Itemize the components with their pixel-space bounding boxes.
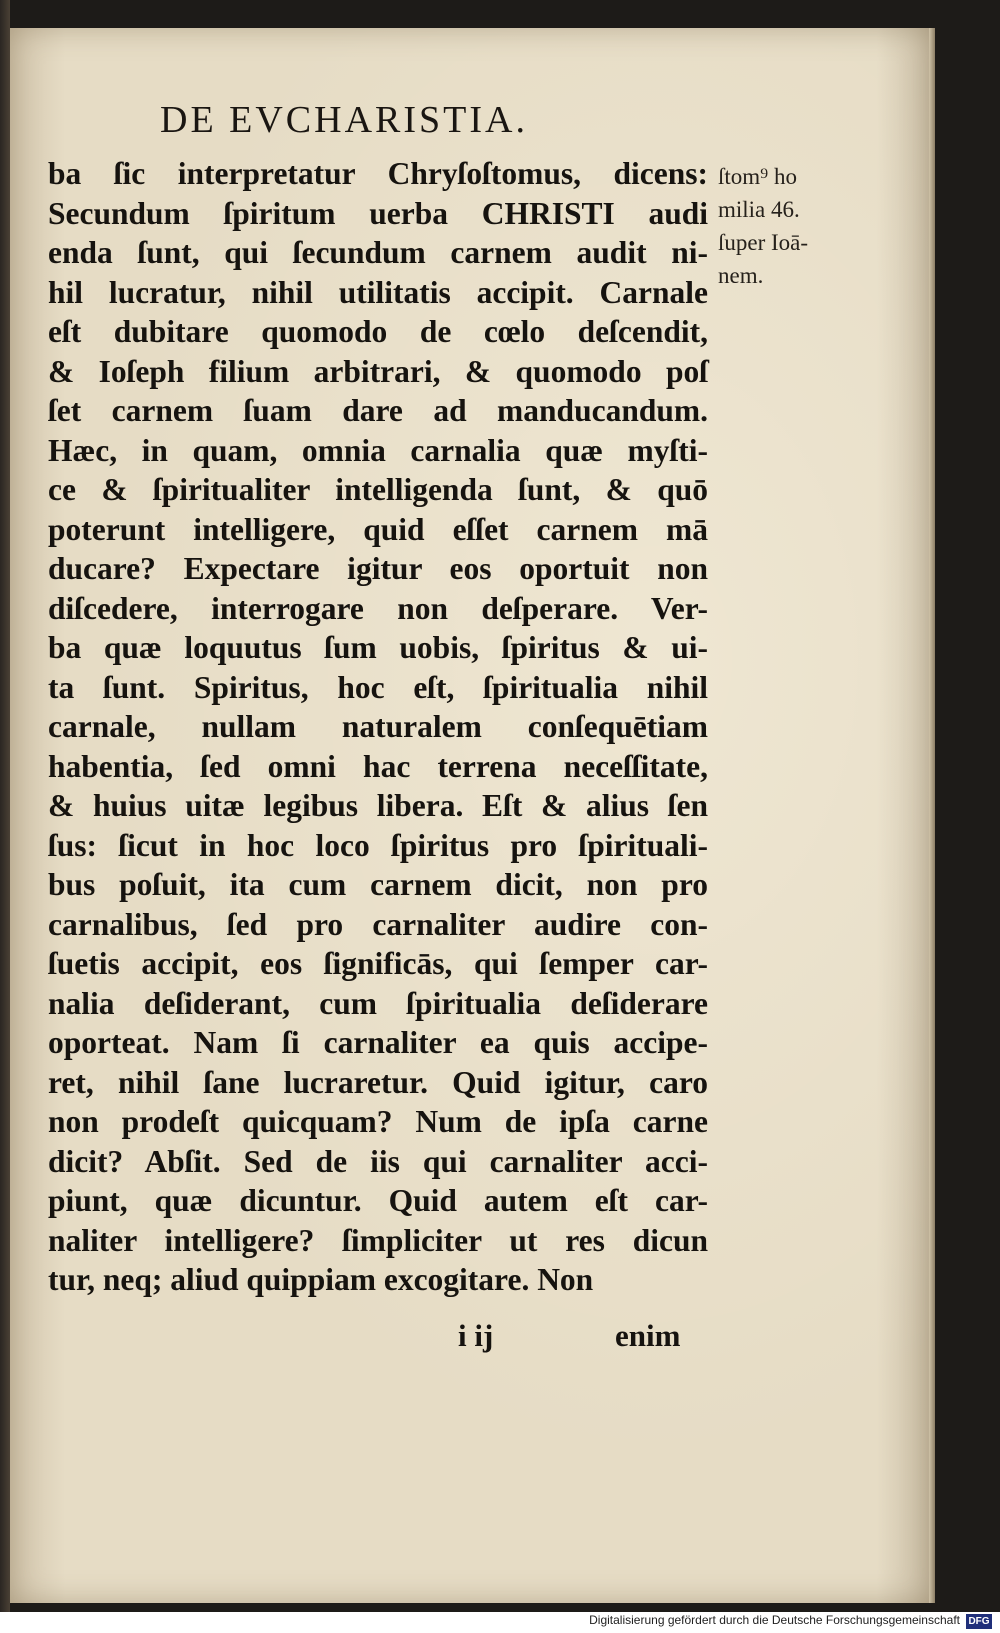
text-line: tur, neq; aliud quippiam excogitare. Non: [48, 1262, 594, 1297]
text-line: enda ſunt, qui ſecundum carnem audit ni-: [48, 235, 708, 270]
funding-credit: Digitalisierung gefördert durch die Deutsche Forschungsgemeinschaft: [589, 1613, 960, 1627]
marginal-note-line: milia 46.: [718, 197, 800, 222]
text-line: habentia, ſed omni hac terrena neceſſitate,: [48, 748, 708, 784]
marginal-note-line: ſtom⁹ ho: [718, 164, 797, 189]
text-line: ce & ſpiritualiter intelligenda ſunt, & quō: [48, 472, 708, 507]
text-line: non prodeſt quicquam? Num de ipſa carne: [48, 1104, 708, 1139]
text-line: Secundum ſpiritum uerba CHRISTI audi: [48, 195, 708, 231]
marginal-note-line: ſuper Ioā-: [718, 230, 809, 255]
text-line: & huius uitæ legibus libera. Eſt & alius ſen: [48, 788, 708, 823]
running-title: DE EVCHARISTIA.: [160, 99, 528, 141]
text-line: piunt, quæ dicuntur. Quid autem eſt car-: [48, 1183, 708, 1218]
marginal-note-line: nem.: [718, 263, 764, 288]
text-line: diſcedere, interrogare non deſperare. Ver-: [48, 590, 708, 626]
text-line: nalia deſiderant, cum ſpiritualia deſiderare: [48, 985, 708, 1021]
text-line: ba quæ loquutus ſum uobis, ſpiritus & ui-: [48, 630, 708, 665]
text-line: naliter intelligere? ſimpliciter ut res dicun: [48, 1222, 708, 1258]
text-line: ducare? Expectare igitur eos oportuit non: [48, 551, 708, 586]
text-line: eſt dubitare quomodo de cœlo deſcendit,: [48, 314, 708, 349]
text-line: ſus: ſicut in hoc loco ſpiritus pro ſpirituali-: [48, 827, 708, 863]
signature-mark: i ij: [458, 1318, 494, 1353]
marginal-note: [718, 160, 868, 292]
main-text-block: [48, 154, 708, 1300]
text-line: ret, nihil ſane lucraretur. Quid igitur, caro: [48, 1064, 708, 1100]
dfg-logo: DFG: [966, 1614, 992, 1629]
text-line: bus poſuit, ita cum carnem dicit, non pro: [48, 867, 708, 902]
text-line: carnalibus, ſed pro carnaliter audire con-: [48, 906, 708, 942]
book-page: [10, 28, 932, 1603]
text-line: ſuetis accipit, eos ſignificās, qui ſemper car-: [48, 946, 708, 981]
catchword: enim: [615, 1318, 681, 1353]
text-line: ta ſunt. Spiritus, hoc eſt, ſpiritualia nihil: [48, 669, 708, 705]
text-line: hil lucratur, nihil utilitatis accipit. Carnale: [48, 274, 708, 310]
text-line: ba ſic interpretatur Chryſoſtomus, dicens:: [48, 156, 708, 191]
left-edge-shadow: [0, 0, 10, 1633]
text-line: Hæc, in quam, omnia carnalia quæ myſti-: [48, 432, 708, 468]
text-line: ſet carnem ſuam dare ad manducandum.: [48, 393, 708, 428]
text-line: & Ioſeph filium arbitrari, & quomodo poſ: [48, 353, 708, 389]
text-line: poterunt intelligere, quid eſſet carnem mā: [48, 511, 708, 547]
text-line: oporteat. Nam ſi carnaliter ea quis accipe-: [48, 1025, 708, 1060]
text-line: carnale, nullam naturalem conſequētiam: [48, 709, 708, 744]
text-line: dicit? Abſit. Sed de iis qui carnaliter acci-: [48, 1143, 708, 1179]
